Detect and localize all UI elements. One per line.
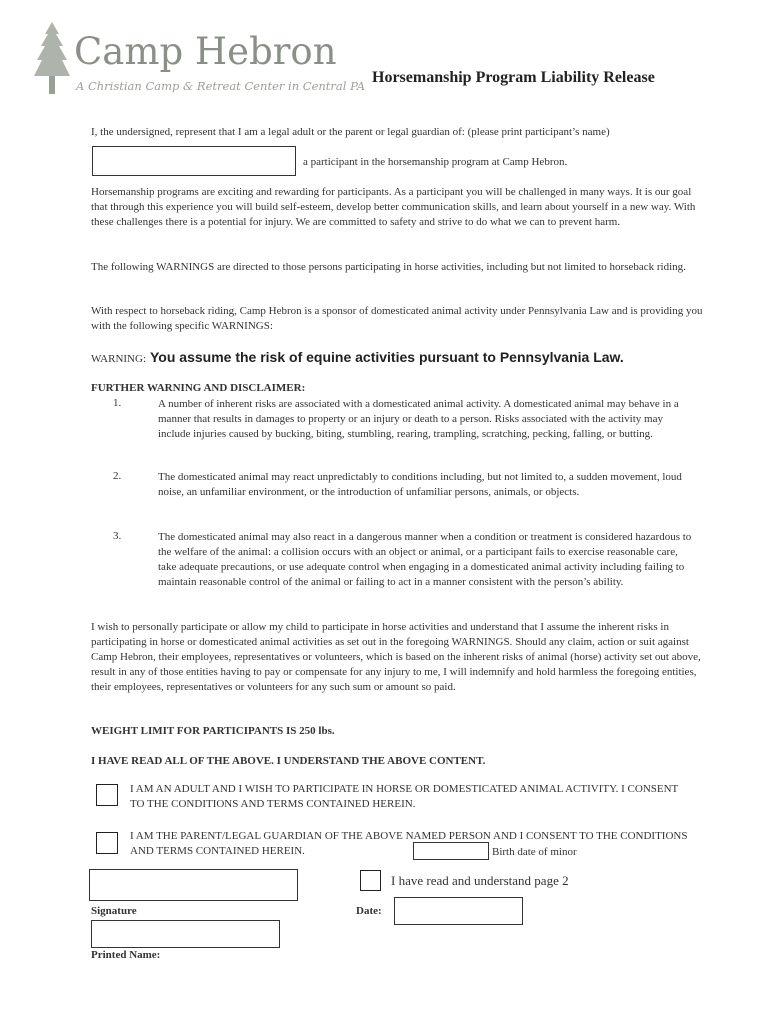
warning-line [91, 349, 624, 367]
warning-text: You assume the risk of equine activities pursuant to Pennsylvania Law. [150, 349, 624, 365]
intro-statement: I, the undersigned, represent that I am a legal adult or the parent or legal guardian of: (please print participant’s name) [91, 126, 610, 138]
pine-tree-icon [32, 20, 72, 98]
participant-suffix: a participant in the horsemanship program at Camp Hebron. [303, 156, 568, 168]
participant-name-field[interactable] [92, 146, 296, 176]
signature-label: Signature [91, 905, 137, 917]
disclaimer-item: The domesticated animal may react unpredictably to conditions including, but not limited to, a sudden movement, loud noise, an unfamiliar environment, or the introduction of unfamiliar persons, animals, or objects. [158, 471, 682, 498]
printed-name-field[interactable] [91, 920, 280, 948]
page2-label: I have read and understand page 2 [391, 873, 569, 888]
adult-consent-checkbox[interactable] [96, 784, 118, 806]
adult-consent-text: I AM AN ADULT AND I WISH TO PARTICIPATE IN HORSE OR DOMESTICATED ANIMAL ACTIVITY. I CONSENT TO THE CONDITIONS AND TERMS CONTAINED HEREIN. [130, 783, 679, 810]
birth-date-label: Birth date of minor [492, 846, 577, 858]
weight-limit: WEIGHT LIMIT FOR PARTICIPANTS IS 250 lbs. [91, 725, 335, 737]
page-title: Horsemanship Program Liability Release [372, 69, 655, 86]
birth-date-field[interactable] [413, 842, 489, 860]
camp-hebron-logo [30, 20, 366, 100]
disclaimer-item: The domesticated animal may also react in a dangerous manner when a condition or treatment is considered hazardous to the welfare of the animal: a collision occurs with an object or animal, or a participant fails to exercise reasonable care, take adequate precautions, or use adequate control when engaging in a domesticated animal activity including failing to maintain reasonable control of the animal or failing to act in a manner consistent with the person’s ability. [158, 531, 692, 588]
item-number: 2. [113, 470, 122, 482]
program-description: Horsemanship programs are exciting and rewarding for participants. As a participant you will be challenged in many ways. It is our goal that through this experience you will build self-esteem, develop better communication skills, and learn about yourself in a new way. With these challenges there is a potential for injury. We are committed to safety and strive to do what we can to prevent harm. [91, 186, 696, 228]
indemnity-statement: I wish to personally participate or allow my child to participate in horse activities and understand that I assume the inherent risks in participating in horse or domesticated animal activities as set out in the foregoing WARNINGS. Should any claim, action or suit against Camp Hebron, their employees, representatives or volunteers, which is based on the inherent risks of animal (horse) activity set out above, result in any of those entities having to pay or compensate for any injury to me, I will indemnify and hold harmless the foregoing entities, their employees, representatives or volunteers for any such sum or amount so paid. [91, 621, 701, 693]
signature-field[interactable] [89, 869, 298, 901]
printed-name-label: Printed Name: [91, 949, 161, 961]
disclaimer-item: A number of inherent risks are associated with a domesticated animal activity. A domesticated animal may behave in a manner that results in damages to property or an injury or death to a person. Risks associated with the activity may include injuries caused by bucking, biting, stumbling, rearing, trampling, scratching, pecking, falling, or butting. [158, 398, 679, 440]
guardian-consent-text: I AM THE PARENT/LEGAL GUARDIAN OF THE ABOVE NAMED PERSON AND I CONSENT TO THE CONDITIONS AND TERMS CONTAINED HEREIN. [130, 830, 688, 857]
page2-checkbox[interactable] [360, 870, 381, 891]
guardian-consent-checkbox[interactable] [96, 832, 118, 854]
pa-law-statement: With respect to horseback riding, Camp Hebron is a sponsor of domesticated animal activity under Pennsylvania Law and is providing you with the following specific WARNINGS: [91, 305, 703, 332]
date-label: Date: [356, 905, 382, 917]
item-number: 3. [113, 530, 122, 542]
further-warning-heading: FURTHER WARNING AND DISCLAIMER: [91, 382, 306, 394]
date-field[interactable] [394, 897, 523, 925]
read-all-statement: I HAVE READ ALL OF THE ABOVE. I UNDERSTAND THE ABOVE CONTENT. [91, 755, 486, 767]
logo-tagline: A Christian Camp & Retreat Center in Central PA [76, 79, 366, 93]
warnings-intro: The following WARNINGS are directed to those persons participating in horse activities, including but not limited to horseback riding. [91, 261, 686, 273]
item-number: 1. [113, 397, 122, 409]
logo-name: Camp Hebron [74, 30, 337, 73]
warning-label: WARNING: [91, 353, 146, 365]
